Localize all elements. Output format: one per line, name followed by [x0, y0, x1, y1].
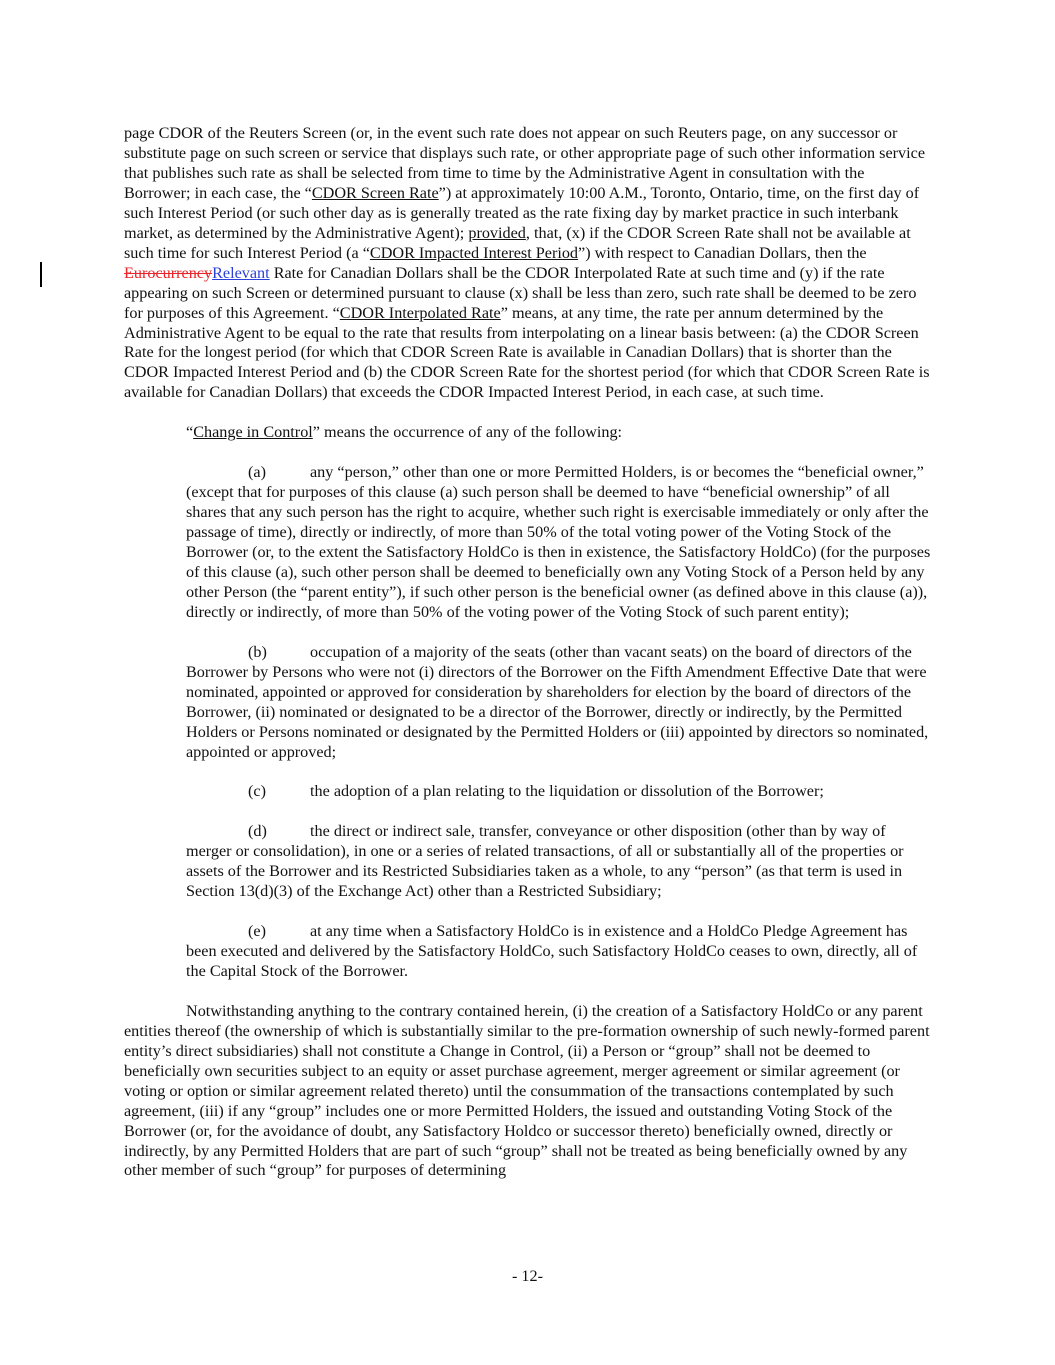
- document-page: [124, 124, 934, 1181]
- clause-text: the adoption of a plan relating to the liquidation or dissolution of the Borrower;: [310, 782, 824, 801]
- cdor-definition-paragraph: [124, 124, 934, 403]
- defined-term-cdor-screen-rate: CDOR Screen Rate: [311, 183, 439, 202]
- defined-term-change-in-control: Change in Control: [193, 423, 313, 442]
- text-run: Rate for Canadian Dollars shall be the CDOR Interpolated Rate at such time and (y) if the rate appearing on such Screen or determined pursuant to clause (x) shall be less than zero, such rate shall be deemed to be zero for purposes of this Agreement. “: [124, 263, 917, 322]
- text-run: page CDOR of the Reuters Screen (or, in the event such rate does not appear on such Reuters page, on any successor or substitute page on such screen or service that displays such rate, or other appropriate page of such other information service that publishes such rate as shall be selected from time to time by the Administrative Agent in consultation with the Borrower; in each case, the “: [124, 124, 926, 202]
- defined-term-cdor-interpolated-rate: CDOR Interpolated Rate: [339, 303, 501, 322]
- text-run: ”) with respect to Canadian Dollars, then the: [578, 243, 867, 262]
- change-in-control-heading: [186, 423, 934, 443]
- notwithstanding-paragraph: Notwithstanding anything to the contrary contained herein, (i) the creation of a Satisfactory HoldCo or any parent entities thereof (the ownership of which is substantially similar to the pre-formation ownership of such newly-formed parent entity’s direct subsidiaries) shall not constitute a Change in Control, (ii) a Person or “group” shall not be deemed to beneficially own securities subject to an equity or asset purchase agreement, merger agreement or similar agreement (or voting or option or similar agreement related thereto) until the consummation of the transactions contemplated by such agreement, (iii) if any “group” includes one or more Permitted Holders, the issued and outstanding Voting Stock of the Borrower (or, for the avoidance of doubt, any Satisfactory Holdco or successor thereto) beneficially owned, directly or indirectly, by any Permitted Holders that are part of such “group” shall not be treated as being beneficially owned by any other member of such “group” for purposes of determining: [124, 1001, 930, 1180]
- clause-e: [186, 922, 934, 982]
- clause-a: [186, 463, 934, 623]
- clause-label: (e): [248, 922, 266, 941]
- text-run: ” means the occurrence of any of the following:: [312, 423, 623, 442]
- clause-label: (a): [248, 463, 266, 482]
- clause-label: (d): [248, 822, 267, 841]
- text-run: ”) at approximately 10:00 A.M., Toronto, Ontario, time, on the first day of such Interest Period (or such other day as is generally treated as the rate fixing day by market practice in such interbank market, as determined by the Administrative Agent);: [124, 183, 920, 242]
- clause-text: the direct or indirect sale, transfer, conveyance or other disposition (other than by way of merger or consolidation), in one or a series of related transactions, of all or substantially all of the properties or assets of the Borrower and its Restricted Subsidiaries taken as a whole, to any “person” (as that term is used in Section 13(d)(3) of the Exchange Act) other than a Restricted Subsidiary;: [186, 822, 904, 901]
- clause-text: occupation of a majority of the seats (other than vacant seats) on the board of directors of the Borrower by Persons who were not (i) directors of the Borrower on the Fifth Amendment Effective Date that were nominated, appointed or approved for consideration by shareholders for election by the board of directors of the Borrower, (ii) nominated or designated to be a director of the Borrower, directly or indirectly, by the Permitted Holders or Persons nominated or designated by the Permitted Holders or (iii) appointed by directors so nominated, appointed or approved;: [186, 642, 929, 761]
- revision-change-bar: [40, 262, 42, 287]
- clause-label: (c): [248, 782, 266, 801]
- page-number: - 12-: [511, 1267, 543, 1285]
- clause-c: [186, 782, 934, 802]
- tracked-deletion: Eurocurrency: [124, 263, 213, 282]
- clause-text: any “person,” other than one or more Permitted Holders, is or becomes the “beneficial owner,” (except that for purposes of this clause (a) such person shall be deemed to have “beneficial ownership” of all shares that any such person has the right to acquire, whether such right is exercisable immediately or only after the passage of time), directly or indirectly, of more than 50% of the total voting power of the Voting Stock of the Borrower (or, to the extent the Satisfactory HoldCo is then in existence, the Satisfactory HoldCo) (for the purposes of this clause (a), such other person shall be deemed to beneficially own any Voting Stock of a Person held by any other Person (the “parent entity”), if such other person is the beneficial owner (as defined above in this clause (a)), directly or indirectly, of more than 50% of the voting power of the Voting Stock of such parent entity);: [186, 463, 931, 621]
- tracked-insertion: Relevant: [212, 263, 270, 282]
- provided-term: provided: [468, 223, 526, 242]
- clause-text: at any time when a Satisfactory HoldCo is in existence and a HoldCo Pledge Agreement has been executed and delivered by the Satisfactory HoldCo, such Satisfactory HoldCo ceases to own, directly, all of the Capital Stock of the Borrower.: [186, 922, 918, 980]
- clause-d: [186, 822, 934, 902]
- defined-term-cdor-impacted-interest-period: CDOR Impacted Interest Period: [369, 243, 579, 262]
- clause-b: [186, 643, 934, 763]
- text-run: , that, (x) if the CDOR Screen Rate shall not be available at such time for such Interest Period (a “: [124, 223, 911, 262]
- clause-label: (b): [248, 642, 267, 661]
- text-run: ” means, at any time, the rate per annum determined by the Administrative Agent to be equal to the rate that results from interpolating on a linear basis between: (a) the CDOR Screen Rate for the longest period (for which that CDOR Screen Rate is available in Canadian Dollars) that is shorter than the CDOR Impacted Interest Period and (b) the CDOR Screen Rate for the shortest period (for which that CDOR Screen Rate is available for Canadian Dollars) that exceeds the CDOR Impacted Interest Period, in each case, at such time.: [124, 303, 930, 402]
- text-run: “: [186, 423, 194, 442]
